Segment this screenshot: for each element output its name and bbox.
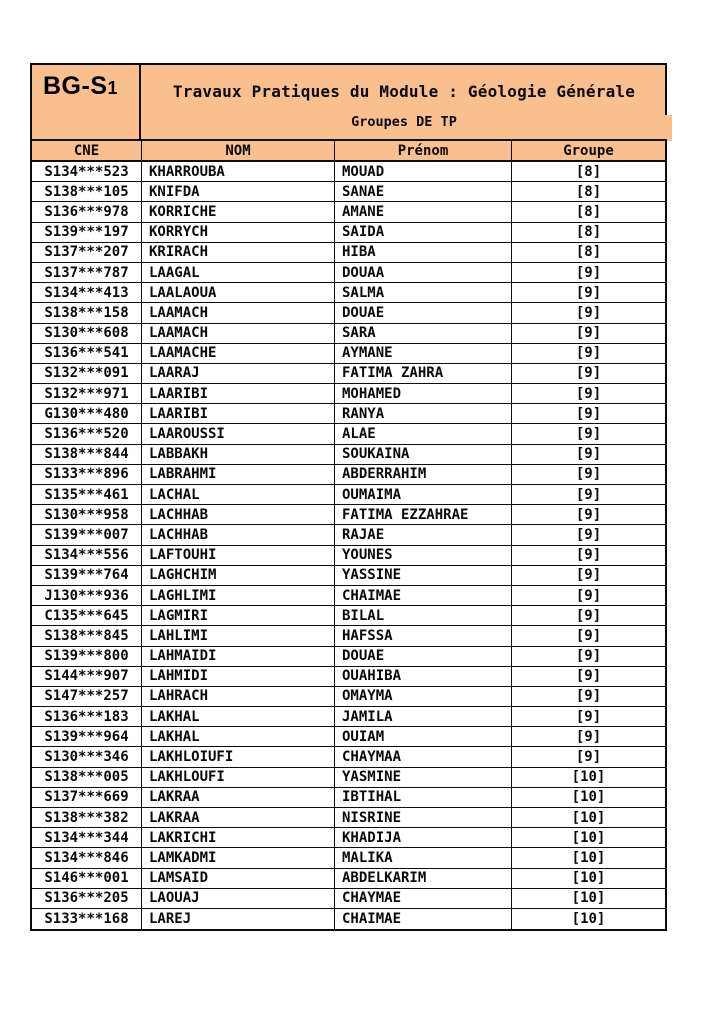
table-row <box>32 747 665 767</box>
cell-groupe: [9] <box>512 647 665 667</box>
cell-groupe: [10] <box>512 889 665 909</box>
cell-nom: LAHMAIDI <box>142 647 335 667</box>
cell-nom: LAFTOUHI <box>142 546 335 566</box>
table-row <box>32 828 665 848</box>
cell-groupe: [8] <box>512 182 665 202</box>
cell-nom: LABRAHMI <box>142 465 335 485</box>
cell-groupe: [9] <box>512 687 665 707</box>
cell-cne: S130***608 <box>32 324 142 344</box>
cell-nom: LAKRICHI <box>142 828 335 848</box>
cell-cne: S137***669 <box>32 788 142 808</box>
cell-nom: LAARIBI <box>142 384 335 404</box>
table-row <box>32 505 665 525</box>
cell-prenom: CHAYMAA <box>335 747 512 767</box>
cell-groupe: [9] <box>512 283 665 303</box>
cell-groupe: [9] <box>512 707 665 727</box>
table-row <box>32 909 665 929</box>
cell-cne: S136***541 <box>32 344 142 364</box>
cell-groupe: [9] <box>512 424 665 444</box>
tp-groups-table <box>30 63 667 931</box>
cell-cne: S134***556 <box>32 546 142 566</box>
cell-cne: S144***907 <box>32 667 142 687</box>
cell-cne: S134***344 <box>32 828 142 848</box>
cell-groupe: [9] <box>512 525 665 545</box>
table-row <box>32 848 665 868</box>
cell-nom: KORRICHE <box>142 202 335 222</box>
cell-cne: S139***764 <box>32 566 142 586</box>
cell-groupe: [9] <box>512 303 665 323</box>
column-header-cne: CNE <box>32 141 142 162</box>
cell-groupe: [9] <box>512 485 665 505</box>
table-row <box>32 667 665 687</box>
cell-cne: S137***207 <box>32 243 142 263</box>
cell-prenom: MALIKA <box>335 848 512 868</box>
cell-groupe: [9] <box>512 626 665 646</box>
cell-cne: S136***520 <box>32 424 142 444</box>
cell-prenom: KHADIJA <box>335 828 512 848</box>
column-header-nom: NOM <box>142 141 335 162</box>
table-row <box>32 182 665 202</box>
table-row <box>32 808 665 828</box>
table-row <box>32 768 665 788</box>
table-row <box>32 263 665 283</box>
cell-prenom: CHAIMAE <box>335 909 512 929</box>
cell-prenom: DOUAE <box>335 303 512 323</box>
cell-cne: S138***845 <box>32 626 142 646</box>
cell-groupe: [8] <box>512 223 665 243</box>
cell-groupe: [9] <box>512 404 665 424</box>
cell-cne: S130***958 <box>32 505 142 525</box>
table-row <box>32 727 665 747</box>
cell-nom: LAMSAID <box>142 869 335 889</box>
table-row <box>32 546 665 566</box>
cell-nom: LACHHAB <box>142 525 335 545</box>
cell-prenom: HIBA <box>335 243 512 263</box>
cell-nom: LAKRAA <box>142 788 335 808</box>
cell-prenom: YASMINE <box>335 768 512 788</box>
cell-cne: S133***896 <box>32 465 142 485</box>
cell-nom: LABBAKH <box>142 445 335 465</box>
table-row <box>32 566 665 586</box>
cell-groupe: [10] <box>512 848 665 868</box>
cell-nom: KNIFDA <box>142 182 335 202</box>
cell-cne: S136***183 <box>32 707 142 727</box>
table-row <box>32 445 665 465</box>
cell-nom: LAAMACHE <box>142 344 335 364</box>
cell-nom: LAARAJ <box>142 364 335 384</box>
banner-title-cell <box>141 63 667 139</box>
cell-nom: LAHLIMI <box>142 626 335 646</box>
column-header-groupe: Groupe <box>512 141 665 162</box>
cell-prenom: OMAYMA <box>335 687 512 707</box>
cell-cne: J130***936 <box>32 586 142 606</box>
cell-nom: LAGMIRI <box>142 606 335 626</box>
cell-prenom: FATIMA EZZAHRAE <box>335 505 512 525</box>
cell-nom: LAMKADMI <box>142 848 335 868</box>
cell-nom: LAKRAA <box>142 808 335 828</box>
cell-prenom: YOUNES <box>335 546 512 566</box>
cell-nom: LAAMACH <box>142 303 335 323</box>
cell-groupe: [9] <box>512 727 665 747</box>
module-code-prefix: BG-S <box>43 72 108 100</box>
cell-groupe: [9] <box>512 344 665 364</box>
table-grid <box>30 139 667 931</box>
cell-groupe: [9] <box>512 324 665 344</box>
cell-groupe: [9] <box>512 364 665 384</box>
cell-prenom: SARA <box>335 324 512 344</box>
cell-groupe: [9] <box>512 747 665 767</box>
table-row <box>32 788 665 808</box>
table-header-row <box>32 141 665 162</box>
cell-groupe: [10] <box>512 788 665 808</box>
cell-groupe: [9] <box>512 505 665 525</box>
cell-nom: LAKHAL <box>142 707 335 727</box>
table-row <box>32 889 665 909</box>
table-row <box>32 465 665 485</box>
table-body <box>32 162 665 929</box>
cell-prenom: AYMANE <box>335 344 512 364</box>
cell-nom: LAAGAL <box>142 263 335 283</box>
cell-cne: S138***005 <box>32 768 142 788</box>
cell-cne: S138***105 <box>32 182 142 202</box>
cell-prenom: CHAYMAE <box>335 889 512 909</box>
cell-groupe: [10] <box>512 808 665 828</box>
cell-cne: S134***413 <box>32 283 142 303</box>
cell-prenom: ABDERRAHIM <box>335 465 512 485</box>
table-row <box>32 626 665 646</box>
cell-nom: KHARROUBA <box>142 162 335 182</box>
cell-cne: S135***461 <box>32 485 142 505</box>
cell-groupe: [9] <box>512 384 665 404</box>
table-row <box>32 606 665 626</box>
table-row <box>32 586 665 606</box>
cell-cne: G130***480 <box>32 404 142 424</box>
table-row <box>32 202 665 222</box>
table-row <box>32 223 665 243</box>
cell-prenom: IBTIHAL <box>335 788 512 808</box>
cell-prenom: DOUAE <box>335 647 512 667</box>
cell-prenom: SOUKAINA <box>335 445 512 465</box>
cell-nom: LAGHLIMI <box>142 586 335 606</box>
document-title: Travaux Pratiques du Module : Géologie Générale <box>172 82 636 101</box>
table-row <box>32 404 665 424</box>
column-header-prenom: Prénom <box>335 141 512 162</box>
cell-cne: S133***168 <box>32 909 142 929</box>
cell-cne: S139***800 <box>32 647 142 667</box>
cell-cne: S139***964 <box>32 727 142 747</box>
cell-nom: LAKHLOIUFI <box>142 747 335 767</box>
cell-nom: LAAMACH <box>142 324 335 344</box>
cell-cne: S136***205 <box>32 889 142 909</box>
table-row <box>32 687 665 707</box>
cell-prenom: AMANE <box>335 202 512 222</box>
cell-nom: LAHRACH <box>142 687 335 707</box>
cell-prenom: ABDELKARIM <box>335 869 512 889</box>
cell-nom: LAKHAL <box>142 727 335 747</box>
table-row <box>32 384 665 404</box>
table-row <box>32 162 665 182</box>
table-row <box>32 364 665 384</box>
cell-cne: S147***257 <box>32 687 142 707</box>
cell-nom: LACHAL <box>142 485 335 505</box>
cell-groupe: [9] <box>512 546 665 566</box>
cell-cne: S136***978 <box>32 202 142 222</box>
cell-groupe: [10] <box>512 869 665 889</box>
cell-prenom: OUIAM <box>335 727 512 747</box>
cell-cne: S132***091 <box>32 364 142 384</box>
cell-groupe: [10] <box>512 768 665 788</box>
cell-prenom: SAIDA <box>335 223 512 243</box>
cell-groupe: [8] <box>512 162 665 182</box>
cell-groupe: [10] <box>512 828 665 848</box>
cell-prenom: MOUAD <box>335 162 512 182</box>
table-row <box>32 707 665 727</box>
cell-nom: KORRYCH <box>142 223 335 243</box>
table-row <box>32 485 665 505</box>
table-row <box>32 283 665 303</box>
cell-cne: S139***007 <box>32 525 142 545</box>
cell-prenom: FATIMA ZAHRA <box>335 364 512 384</box>
cell-prenom: DOUAA <box>335 263 512 283</box>
cell-groupe: [9] <box>512 263 665 283</box>
cell-prenom: YASSINE <box>335 566 512 586</box>
cell-cne: S134***523 <box>32 162 142 182</box>
cell-prenom: OUMAIMA <box>335 485 512 505</box>
module-code-semester-digit: 1 <box>107 78 119 98</box>
table-banner <box>30 63 667 139</box>
cell-groupe: [8] <box>512 243 665 263</box>
cell-prenom: JAMILA <box>335 707 512 727</box>
cell-groupe: [9] <box>512 606 665 626</box>
cell-cne: S134***846 <box>32 848 142 868</box>
cell-nom: LAKHLOUFI <box>142 768 335 788</box>
cell-cne: S138***158 <box>32 303 142 323</box>
table-row <box>32 344 665 364</box>
document-subtitle: Groupes DE TP <box>351 114 457 130</box>
cell-cne: S132***971 <box>32 384 142 404</box>
cell-nom: LAOUAJ <box>142 889 335 909</box>
cell-nom: LAREJ <box>142 909 335 929</box>
table-row <box>32 303 665 323</box>
cell-nom: LACHHAB <box>142 505 335 525</box>
cell-cne: S138***382 <box>32 808 142 828</box>
table-row <box>32 243 665 263</box>
cell-prenom: NISRINE <box>335 808 512 828</box>
cell-groupe: [10] <box>571 911 606 928</box>
table-row <box>32 324 665 344</box>
cell-prenom: CHAIMAE <box>335 586 512 606</box>
cell-prenom: RANYA <box>335 404 512 424</box>
cell-prenom: RAJAE <box>335 525 512 545</box>
table-row <box>32 647 665 667</box>
cell-cne: S137***787 <box>32 263 142 283</box>
cell-prenom: SANAE <box>335 182 512 202</box>
cell-cne: C135***645 <box>32 606 142 626</box>
cell-nom: KRIRACH <box>142 243 335 263</box>
table-row <box>32 424 665 444</box>
cell-prenom: MOHAMED <box>335 384 512 404</box>
table-row <box>32 525 665 545</box>
cell-nom: LAAROUSSI <box>142 424 335 444</box>
cell-nom: LAHMIDI <box>142 667 335 687</box>
cell-cne: S139***197 <box>32 223 142 243</box>
cell-groupe: [9] <box>512 667 665 687</box>
cell-prenom: BILAL <box>335 606 512 626</box>
cell-groupe: [8] <box>512 202 665 222</box>
cell-cne: S138***844 <box>32 445 142 465</box>
cell-groupe: [9] <box>512 586 665 606</box>
cell-prenom: SALMA <box>335 283 512 303</box>
cell-groupe: [9] <box>512 566 665 586</box>
table-row <box>32 869 665 889</box>
cell-nom: LAGHCHIM <box>142 566 335 586</box>
cell-groupe: [9] <box>512 465 665 485</box>
cell-cne: S146***001 <box>32 869 142 889</box>
cell-prenom: HAFSSA <box>335 626 512 646</box>
cell-groupe: [9] <box>512 445 665 465</box>
cell-prenom: ALAE <box>335 424 512 444</box>
cell-nom: LAARIBI <box>142 404 335 424</box>
cell-nom: LAALAOUA <box>142 283 335 303</box>
cell-prenom: OUAHIBA <box>335 667 512 687</box>
cell-cne: S130***346 <box>32 747 142 767</box>
module-code-cell <box>30 63 141 139</box>
